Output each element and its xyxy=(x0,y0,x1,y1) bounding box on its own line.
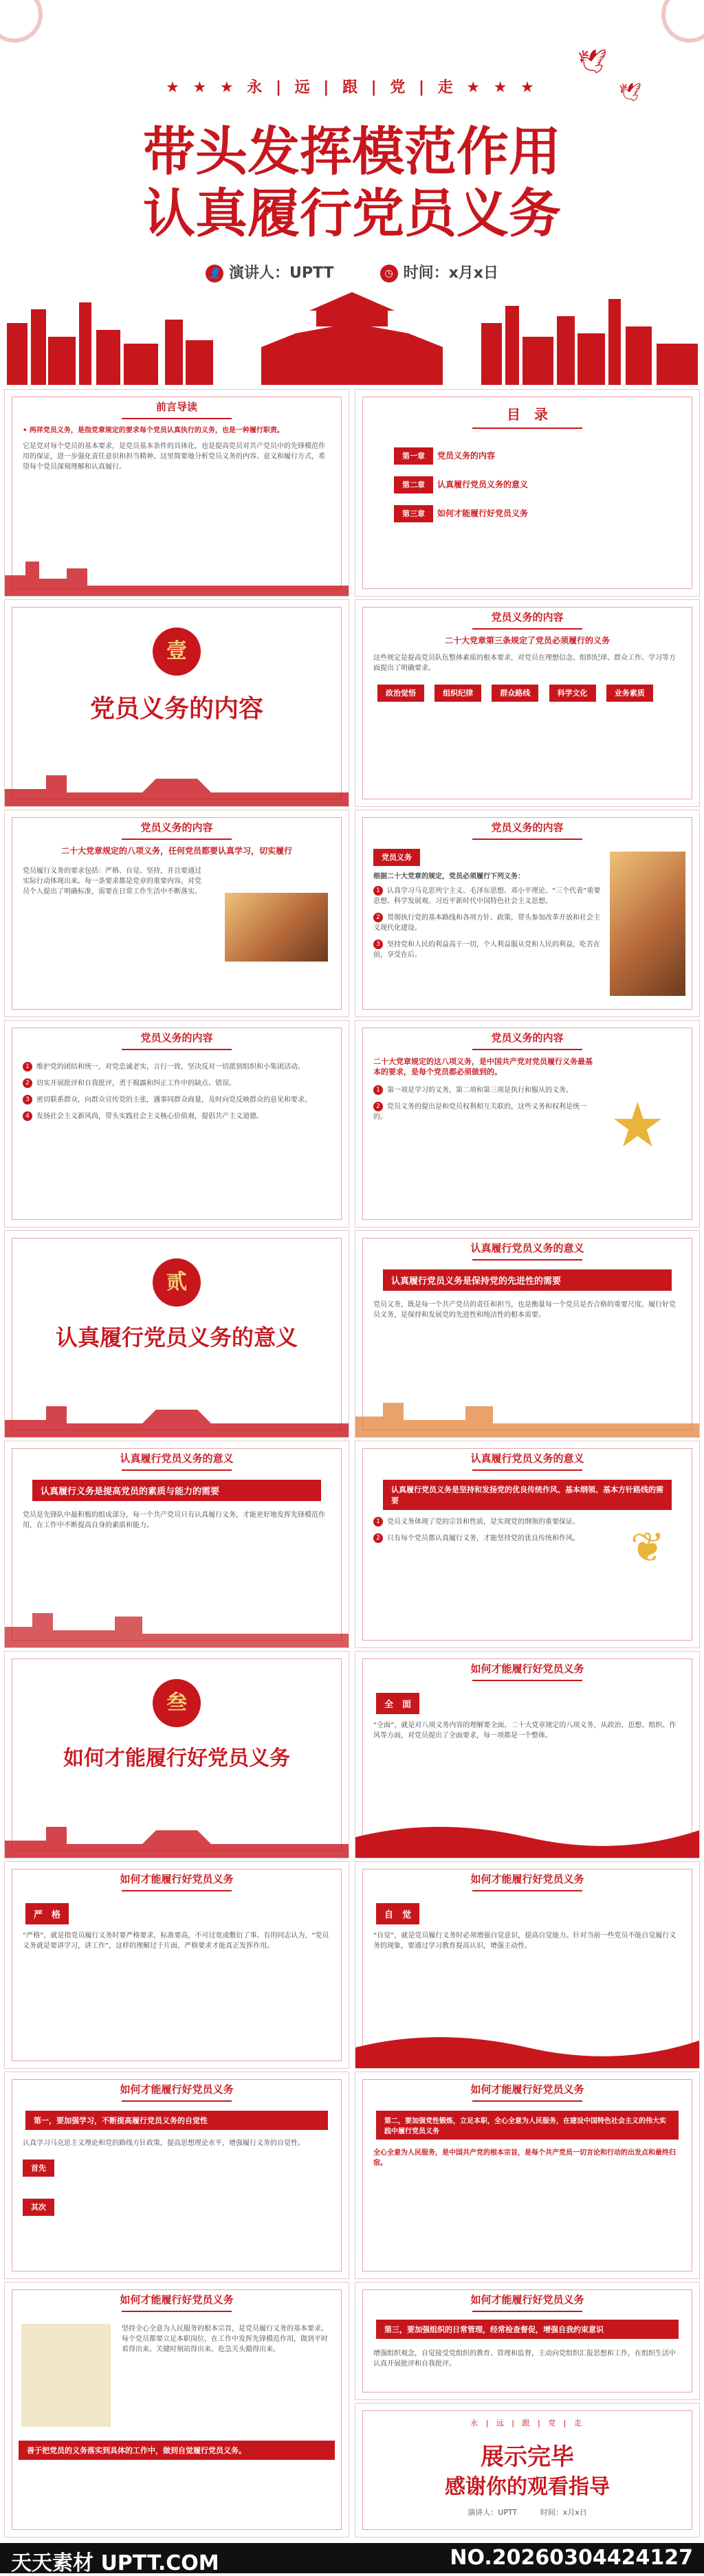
content-text: 这些规定是提高党员队伍整体素质的根本要求，对党员在理想信念、组织纪律、群众工作、学习等方面提出了明确要求。 xyxy=(373,654,676,672)
slide-header: 如何才能履行好党员义务 xyxy=(5,2292,349,2312)
slide-content-1 xyxy=(355,599,700,807)
tag: 组织纪律 xyxy=(434,685,481,702)
cover-slide xyxy=(0,0,704,385)
section-seal: 贰 xyxy=(153,1258,201,1307)
slide-content-3 xyxy=(355,810,700,1017)
slide-header: 党员义务的内容 xyxy=(5,1030,349,1050)
slide-header: 认真履行党员义务的意义 xyxy=(355,1241,699,1261)
content-text: 党员履行义务的要求包括：严格、自觉、坚持，并且要通过实际行动体现出来。每一条要求都是党章的重要内容，对党员个人提出了明确标准，需要在日常工作生活中不断落实。 xyxy=(23,867,201,896)
skyline-footer-graphic xyxy=(5,758,349,806)
highlight-bar: 认真履行党员义务是坚持和发扬党的优良传统作风、基本纲领、基本方针路线的需要 xyxy=(383,1480,672,1510)
presenter: 演讲人：UPTT xyxy=(468,2508,518,2517)
list-item: 2 只有每个党员都认真履行义务，才能坚持党的优良传统和作风。 xyxy=(373,1533,624,1544)
list-item: 1 认真学习马克思列宁主义、毛泽东思想、邓小平理论、“三个代表”重要思想、科学发展观、习近平新时代中国特色社会主义思想。 xyxy=(373,887,601,905)
highlight-bar: 第一，要加强学习，不断提高履行党员义务的自觉性 xyxy=(25,2111,328,2130)
red-ribbon-graphic xyxy=(355,1810,699,1858)
preface-text: 它是党对每个党员的基本要求，是党员基本条件的具体化，也是提高党员对共产党员中的先锋模范作用的保证，进一步强化责任意识和担当精神。这里简要地分析党员义务的内容、意义和履行方式，希望每个党员深刻理解和认真履行。 xyxy=(23,443,325,471)
clock-icon: ◷ xyxy=(380,265,398,282)
skyline-footer-graphic xyxy=(5,1599,349,1647)
cover-meta xyxy=(0,261,704,282)
content-subtitle: 二十大党章规定的八项义务，任何党员都要认真学习，切实履行 xyxy=(60,846,292,856)
sub-heading: 其次 xyxy=(23,2199,54,2216)
tag: 群众路线 xyxy=(492,685,538,702)
user-icon: 👤 xyxy=(206,265,223,282)
end-title-1: 展示完毕 xyxy=(481,2443,574,2471)
list-item: 3 坚持党和人民的利益高于一切，个人利益服从党和人民的利益，吃苦在前，享受在后。 xyxy=(373,941,600,959)
list-item: 1 维护党的团结和统一，对党忠诚老实，言行一致，坚决反对一切派别组织和小集团活动。 xyxy=(23,1062,331,1072)
highlight-bar: 第二，要加强党性锻炼，立足本职，全心全意为人民服务，在建设中国特色社会主义的伟大实践中履行党员义务 xyxy=(376,2111,679,2140)
item-number: NO.20260304424127 xyxy=(450,2546,693,2570)
content-text: 认真学习马克思主义理论和党的路线方针政策，提高思想理论水平，增强履行义务的自觉性。 xyxy=(23,2140,305,2147)
slide-header: 党员义务的内容 xyxy=(355,820,699,840)
slide-header: 如何才能履行好党员义务 xyxy=(5,2082,349,2102)
lion-statue-image xyxy=(21,2324,111,2427)
content-text: 坚持全心全意为人民服务的根本宗旨，是党员履行义务的基本要求。每个党员都要立足本职岗位，在工作中发挥先锋模范作用，做到平时看得出来、关键时刻站得出来、危急关头豁得出来。 xyxy=(122,2325,328,2353)
red-ribbon-graphic xyxy=(355,2020,699,2068)
great-wall-image xyxy=(225,893,328,962)
list-item: 4 发扬社会主义新风尚，带头实践社会主义核心价值观，提倡共产主义道德。 xyxy=(23,1111,331,1122)
slide-content-5 xyxy=(355,1020,700,1228)
time: 时间：x月x日 xyxy=(540,2508,587,2517)
list-item: 2 党员义务的提出是和党员权利相互关联的，这些义务和权利是统一的。 xyxy=(373,1103,586,1121)
slogan: 永 | 远 | 跟 | 党 | 走 xyxy=(470,2419,584,2428)
dove-icon: 🕊 xyxy=(619,82,642,103)
presenter: 演讲人：UPTT xyxy=(229,265,334,282)
slide-header: 认真履行党员义务的意义 xyxy=(5,1451,349,1471)
slide-header: 如何才能履行好党员义务 xyxy=(355,1872,699,1891)
highlight-bar: 认真履行义务是提高党员的素质与能力的需要 xyxy=(32,1480,321,1501)
content-text: “严格”，就是指党员履行义务时要严格要求，标准要高，不可过宽或敷衍了事。有的同志认为，“党员义务就是要讲学习，讲工作”，这样的理解过于片面，严格要求才能真正发挥作用。 xyxy=(23,1932,329,1950)
slide-header: 前言导读 xyxy=(5,399,349,419)
skyline-footer-graphic xyxy=(355,1389,699,1437)
content-text: “自觉”，就是党员履行义务时必须增强自觉意识，提高自觉能力。针对当前一些党员不能自觉履行义务的现象，要通过学习教育提高认识，增强主动性。 xyxy=(373,1932,676,1950)
content-subtitle: 二十大党章规定的这八项义务，是中国共产党对党员履行义务最基本的要求，是每个党员都必须做到的。 xyxy=(373,1057,593,1076)
end-title-2: 感谢你的观看指导 xyxy=(445,2475,610,2499)
slide-header: 如何才能履行好党员义务 xyxy=(355,2082,699,2102)
tag: 业务素质 xyxy=(606,685,653,702)
slide-how-strict xyxy=(4,1861,349,2069)
content-subtitle: 二十大党章第三条规定了党员必须履行的义务 xyxy=(444,636,610,645)
skyline-footer-graphic xyxy=(5,1389,349,1437)
highlight-bar: 善于把党员的义务落实到具体的工作中，做到自觉履行党员义务。 xyxy=(19,2441,335,2460)
list-item: 1 党员义务体现了党的宗旨和性质，是实现党的纲领的重要保证。 xyxy=(373,1517,624,1527)
toc-header: 目 录 xyxy=(355,403,699,429)
sub-heading: 首先 xyxy=(23,2159,54,2177)
section-title: 党员义务的内容 xyxy=(89,694,263,723)
slide-content-4 xyxy=(4,1020,349,1228)
toc-item[interactable]: 第三章 如何才能履行好党员义务 xyxy=(390,502,681,525)
slide-meaning-2 xyxy=(4,1441,349,1648)
content-subtitle: 根据二十大党章的规定，党员必须履行下列义务： xyxy=(373,873,525,880)
slide-header: 认真履行党员义务的意义 xyxy=(355,1451,699,1471)
slide-end xyxy=(355,2403,700,2538)
title-line-2: 认真履行党员义务 xyxy=(143,183,561,244)
keyword-badge: 自 觉 xyxy=(376,1903,419,1924)
slide-header: 如何才能履行好党员义务 xyxy=(5,1872,349,1891)
wheat-icon: ❦ xyxy=(630,1524,666,1572)
slide-header: 党员义务的内容 xyxy=(5,820,349,840)
content-text: 增强组织观念，自觉接受党组织的教育、管理和监督，主动向党组织汇报思想和工作，在组织生活中认真开展批评和自我批评。 xyxy=(373,2350,676,2368)
slide-header: 党员义务的内容 xyxy=(355,610,699,630)
slide-how-b xyxy=(355,2072,700,2279)
corner-ornament xyxy=(661,0,704,43)
slide-how-full xyxy=(355,1651,700,1858)
slide-preface xyxy=(4,389,349,597)
slide-meaning-3 xyxy=(355,1441,700,1648)
slide-header: 党员义务的内容 xyxy=(355,1030,699,1050)
content-text: 党员义务，既是每一个共产党员的责任和担当，也是衡量每一个党员是否合格的重要尺度。履行好党员义务，是保持和发展党的先进性和纯洁性的根本需要。 xyxy=(373,1301,676,1319)
keyword-badge: 严 格 xyxy=(25,1903,69,1924)
section-title: 如何才能履行好党员义务 xyxy=(63,1746,290,1770)
slide-meaning-1 xyxy=(355,1230,700,1438)
skyline-footer-graphic xyxy=(5,548,349,596)
slide-header: 如何才能履行好党员义务 xyxy=(355,2292,699,2312)
highlight-bar: 认真履行党员义务是保持党的先进性的需要 xyxy=(383,1269,672,1291)
slide-how-a xyxy=(4,2072,349,2279)
content-text: “全面”，就是对八项义务内容的理解要全面。二十大党章规定的八项义务，从政治、思想、组织、作风等方面，对党员提出了全面要求，每一项都是一个整体。 xyxy=(373,1722,676,1740)
section-title: 认真履行党员义务的意义 xyxy=(55,1324,298,1351)
dove-icon: 🕊 xyxy=(578,48,608,76)
slide-toc xyxy=(355,389,700,597)
title-line-1: 带头发挥模范作用 xyxy=(143,121,561,182)
highlight-bar: 第三，要加强组织的日常管理，经常检查督促，增强自我约束意识 xyxy=(376,2320,679,2339)
slogan: ★ ★ ★ 永 | 远 | 跟 | 党 | 走 ★ ★ ★ xyxy=(166,79,538,96)
watermark-footer xyxy=(0,2543,704,2573)
content-text: 全心全意为人民服务，是中国共产党的根本宗旨，是每个共产党员一切言论和行动的出发点和最终归宿。 xyxy=(373,2149,676,2167)
slide-section-3 xyxy=(4,1651,349,1858)
list-item: 3 密切联系群众，向群众宣传党的主张，遇事同群众商量，及时向党反映群众的意见和要求。 xyxy=(23,1095,331,1105)
site-name: 天天素材 UPTT.COM xyxy=(11,2551,219,2575)
list-item: 2 切实开展批评和自我批评，勇于揭露和纠正工作中的缺点、错误。 xyxy=(23,1078,331,1089)
section-seal: 叁 xyxy=(153,1679,201,1727)
keyword-badge: 全 面 xyxy=(376,1693,419,1714)
city-skyline-graphic xyxy=(0,282,704,385)
slide-content-2 xyxy=(4,810,349,1017)
skyline-footer-graphic xyxy=(5,1810,349,1858)
corner-ornament xyxy=(0,0,43,43)
slide-how-c xyxy=(4,2282,349,2538)
tag: 党员义务 xyxy=(373,849,420,866)
content-text: 党员是先锋队中最积极的组成部分，每一个共产党员只有认真履行义务，才能更好地发挥先锋模范作用，在工作中不断提高自身的素质和能力。 xyxy=(23,1511,325,1529)
time: 时间：x月x日 xyxy=(403,265,498,282)
slide-how-d xyxy=(355,2282,700,2400)
list-item: 2 贯彻执行党的基本路线和各项方针、政策，带头参加改革开放和社会主义现代化建设。 xyxy=(373,914,600,932)
toc-item[interactable]: 第一章 党员义务的内容 xyxy=(390,445,681,467)
list-item: 1 第一项是学习的义务，第二项和第三项是执行和服从的义务。 xyxy=(373,1085,596,1096)
preface-highlight: • 两祥党员义务，是指党章规定的要求每个党员认真执行的义务，也是一种履行职责。 xyxy=(23,427,284,434)
slide-how-self xyxy=(355,1861,700,2069)
toc-item[interactable]: 第二章 认真履行党员义务的意义 xyxy=(390,474,681,496)
slide-header: 如何才能履行好党员义务 xyxy=(355,1661,699,1681)
slide-section-2 xyxy=(4,1230,349,1438)
tag: 科学文化 xyxy=(549,685,596,702)
section-seal: 壹 xyxy=(153,628,201,676)
star-icon: ★ xyxy=(610,1089,666,1162)
great-wall-image xyxy=(610,852,685,996)
tag: 政治觉悟 xyxy=(377,685,424,702)
slide-section-1 xyxy=(4,599,349,807)
